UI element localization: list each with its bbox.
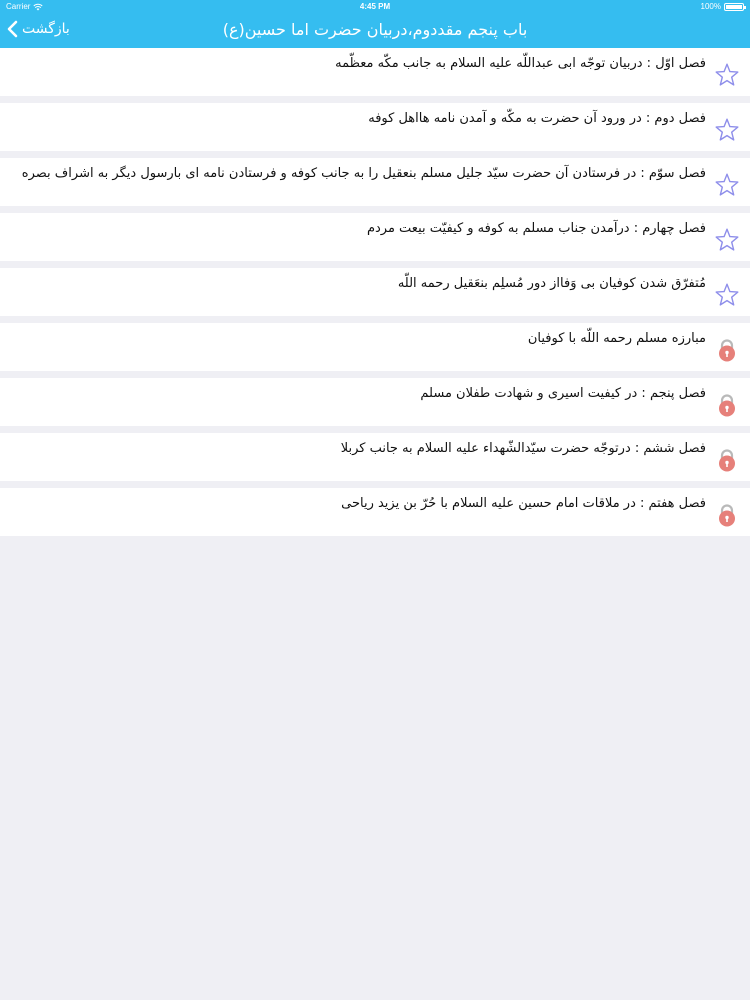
carrier-label: Carrier	[6, 2, 31, 11]
chapter-row[interactable]	[0, 323, 750, 371]
chapter-title: فصل چهارم : درآمدن جناب مسلم به کوفه و کیفیّت بیعت مردم	[366, 221, 706, 236]
chapter-row[interactable]	[0, 268, 750, 316]
chapter-title: فصل ششم : درتوجّه حضرت سیّدالشّهداء علیه السلام به جانب کربلا	[340, 441, 706, 456]
chapter-row[interactable]	[0, 213, 750, 261]
lock-icon	[714, 502, 740, 528]
status-bar	[0, 0, 750, 14]
chapter-row[interactable]	[0, 488, 750, 536]
star-icon[interactable]	[714, 282, 740, 308]
lock-icon	[714, 337, 740, 363]
chapter-row[interactable]	[0, 378, 750, 426]
back-button[interactable]	[6, 20, 70, 38]
navigation-bar	[0, 14, 750, 48]
battery-percent: 100%	[700, 2, 721, 11]
chapter-title: فصل سوّم : در فرستادن آن حضرت سیّد جلیل مسلم بنعقیل را به جانب کوفه و فرستادن نامه ای بارسول دیگر به اشراف بصره	[21, 166, 706, 181]
chapter-row[interactable]	[0, 158, 750, 206]
page-title: باب پنجم مقددوم،دربیان حضرت اما حسین(ع)	[222, 20, 528, 39]
star-icon[interactable]	[714, 62, 740, 88]
star-icon[interactable]	[714, 117, 740, 143]
star-icon[interactable]	[714, 172, 740, 198]
chapter-title: فصل هفتم : در ملاقات امام حسین علیه السلام با حُرّ بن یزید ریاحی	[341, 496, 706, 511]
chapter-title: مبارزه مسلم رحمه اللّه با کوفیان	[527, 331, 706, 346]
chapter-list	[0, 48, 750, 543]
chapter-row[interactable]	[0, 433, 750, 481]
star-icon[interactable]	[714, 227, 740, 253]
status-time: 4:45 PM	[359, 2, 391, 11]
chapter-title: فصل دوم : در ورود آن حضرت به مکّه و آمدن نامه هااهل کوفه	[368, 111, 706, 126]
back-label: بازگشت	[22, 21, 70, 37]
chapter-title: فصل اوّل : دربیان توجّه ابی عبداللّه علیه السلام به جانب مکّه معظّمه	[335, 56, 706, 71]
lock-icon	[714, 392, 740, 418]
chapter-title: فصل پنجم : در کیفیت اسیری و شهادت طفلان مسلم	[420, 386, 706, 401]
battery-indicator	[701, 2, 744, 11]
chevron-left-icon	[6, 20, 18, 38]
chapter-title: مُتفرّق شدن کوفیان بی وَفااز دور مُسلِم بنعَقیل رحمه اللّه	[397, 276, 706, 291]
lock-icon	[714, 447, 740, 473]
chapter-row[interactable]	[0, 48, 750, 96]
battery-icon	[724, 3, 744, 11]
chapter-row[interactable]	[0, 103, 750, 151]
